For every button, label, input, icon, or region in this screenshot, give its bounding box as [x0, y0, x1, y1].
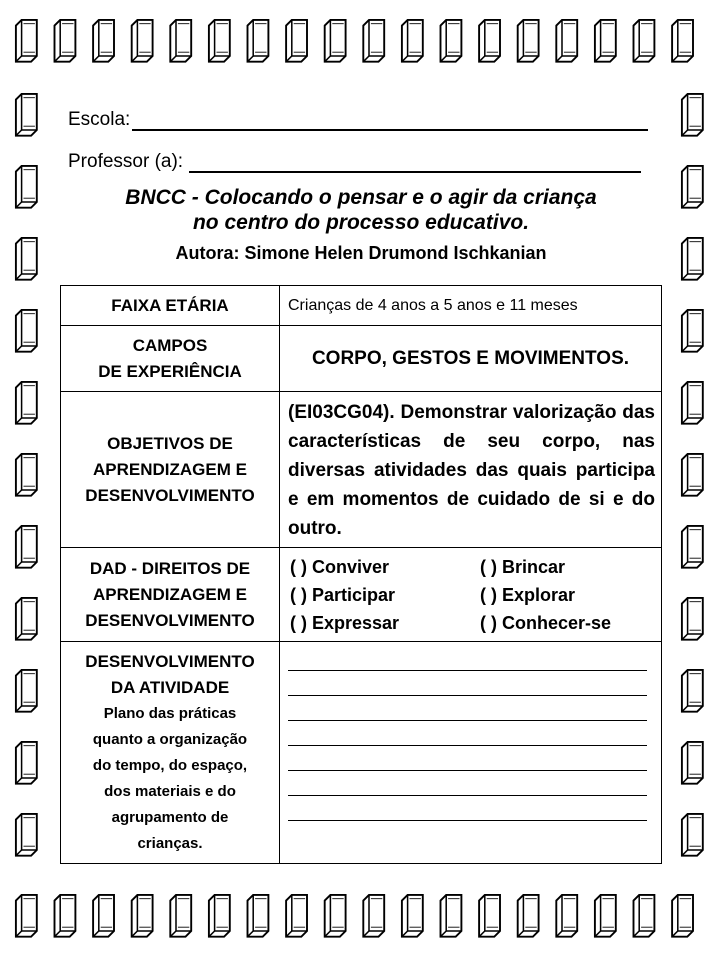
book-icon: [682, 742, 703, 784]
book-icon: [286, 895, 307, 937]
book-icon: [682, 166, 703, 208]
faixa-value: Crianças de 4 anos a 5 anos e 11 meses: [280, 286, 662, 326]
book-icon: [16, 310, 37, 352]
dad-option-brincar[interactable]: ( ) Brincar: [480, 556, 566, 577]
objetivos-label-line-2: APRENDIZAGEM E: [93, 459, 247, 479]
campos-value: CORPO, GESTOS E MOVIMENTOS.: [280, 326, 662, 392]
row-campos: [61, 326, 662, 392]
writing-line[interactable]: [288, 671, 647, 696]
dad-option-explorar[interactable]: ( ) Explorar: [480, 584, 576, 605]
book-icon: [595, 895, 616, 937]
page-title-line-2: no centro do processo educativo.: [192, 211, 530, 234]
book-icon: [682, 670, 703, 712]
book-icon: [170, 20, 191, 62]
book-icon: [682, 526, 703, 568]
book-icon: [16, 454, 37, 496]
dev-sub-line-5: agrupamento de: [111, 808, 229, 826]
book-icon: [363, 895, 384, 937]
book-icon: [634, 20, 655, 62]
campos-label-line-2: DE EXPERIÊNCIA: [98, 361, 242, 381]
campos-label-line-1: CAMPOS: [132, 335, 208, 355]
writing-line[interactable]: [288, 796, 647, 821]
book-icon: [209, 20, 230, 62]
book-icon: [682, 310, 703, 352]
book-icon: [93, 20, 114, 62]
professor-label: Professor (a):: [68, 151, 184, 172]
dad-option-participar[interactable]: ( ) Participar: [290, 584, 396, 605]
dev-label-line-2: DA ATIVIDADE: [110, 677, 230, 697]
book-icon: [556, 895, 577, 937]
book-icon: [55, 20, 76, 62]
row-faixa: [61, 286, 662, 326]
book-icon: [634, 895, 655, 937]
book-icon: [325, 20, 346, 62]
dev-label-line-1: DESENVOLVIMENTO: [85, 651, 255, 671]
book-icon: [682, 598, 703, 640]
book-icon: [286, 20, 307, 62]
writing-line[interactable]: [288, 696, 647, 721]
book-icon: [402, 895, 423, 937]
dad-option-expressar[interactable]: ( ) Expressar: [290, 612, 400, 633]
book-icon: [363, 20, 384, 62]
dad-label-line-3: DESENVOLVIMENTO: [85, 610, 255, 630]
dev-sub-line-6: crianças.: [137, 834, 203, 852]
book-icon: [248, 20, 269, 62]
professor-field: [68, 151, 641, 173]
objetivos-label: [61, 392, 280, 548]
dad-option-conviver[interactable]: ( ) Conviver: [290, 556, 390, 577]
book-icon: [682, 382, 703, 424]
book-icon: [682, 238, 703, 280]
book-icon: [16, 598, 37, 640]
book-icon: [248, 895, 269, 937]
book-icon: [518, 20, 539, 62]
objetivos-value: (EI03CG04). Demonstrar valorização das características de seu corpo, nas diversas atividades das quais participa e em momentos de cuidado de si e do outro.: [288, 402, 655, 539]
book-icon: [16, 166, 37, 208]
dad-options: [280, 554, 661, 636]
book-icon: [16, 742, 37, 784]
writing-line[interactable]: [288, 746, 647, 771]
book-icon: [479, 895, 500, 937]
book-icon: [325, 895, 346, 937]
book-icon: [672, 20, 693, 62]
faixa-label: FAIXA ETÁRIA: [61, 286, 280, 326]
dev-label: [61, 642, 280, 864]
book-icon: [209, 895, 230, 937]
row-dad: [61, 548, 662, 642]
dev-sub-line-4: dos materiais e do: [104, 782, 236, 800]
book-icon: [170, 895, 191, 937]
objetivos-label-line-3: DESENVOLVIMENTO: [85, 485, 255, 505]
book-icon: [441, 895, 462, 937]
escola-field: [68, 109, 648, 131]
book-icon: [556, 20, 577, 62]
book-icon: [16, 20, 37, 62]
book-icon: [16, 814, 37, 856]
book-icon: [16, 94, 37, 136]
book-icon: [682, 454, 703, 496]
book-icon: [16, 238, 37, 280]
book-icon: [402, 20, 423, 62]
dev-writing-area[interactable]: [280, 642, 662, 864]
campos-label: [61, 326, 280, 392]
dad-label-line-1: DAD - DIREITOS DE: [89, 558, 251, 578]
book-icon: [55, 895, 76, 937]
book-icon: [595, 20, 616, 62]
dad-option-conhecer-se[interactable]: ( ) Conhecer-se: [480, 612, 612, 633]
page-title-line-1: BNCC - Colocando o pensar e o agir da criança: [125, 186, 597, 209]
plan-table: [60, 285, 662, 864]
book-icon: [518, 895, 539, 937]
book-icon: [93, 895, 114, 937]
professor-line[interactable]: [189, 151, 641, 173]
row-desenvolvimento: [61, 642, 662, 864]
book-icon: [16, 670, 37, 712]
dad-label-line-2: APRENDIZAGEM E: [93, 584, 247, 604]
book-icon: [682, 94, 703, 136]
escola-label: Escola:: [68, 109, 131, 130]
book-icon: [672, 895, 693, 937]
objetivos-label-line-1: OBJETIVOS DE: [107, 433, 233, 453]
author-line: Autora: Simone Helen Drumond Ischkanian: [175, 243, 547, 263]
writing-line[interactable]: [288, 771, 647, 796]
writing-line[interactable]: [288, 721, 647, 746]
row-objetivos: [61, 392, 662, 548]
dev-sub-line-2: quanto a organização: [92, 730, 248, 748]
book-icon: [132, 20, 153, 62]
book-icon: [16, 526, 37, 568]
dad-cell: [280, 548, 662, 642]
book-icon: [441, 20, 462, 62]
dad-label: [61, 548, 280, 642]
book-icon: [479, 20, 500, 62]
book-icon: [682, 814, 703, 856]
writing-line[interactable]: [288, 646, 647, 671]
escola-line[interactable]: [132, 109, 648, 131]
objetivos-cell: [280, 392, 662, 548]
book-icon: [16, 382, 37, 424]
book-icon: [132, 895, 153, 937]
book-icon: [16, 895, 37, 937]
dev-sub-line-1: Plano das práticas: [103, 704, 237, 722]
dev-sub-line-3: do tempo, do espaço,: [92, 756, 248, 774]
